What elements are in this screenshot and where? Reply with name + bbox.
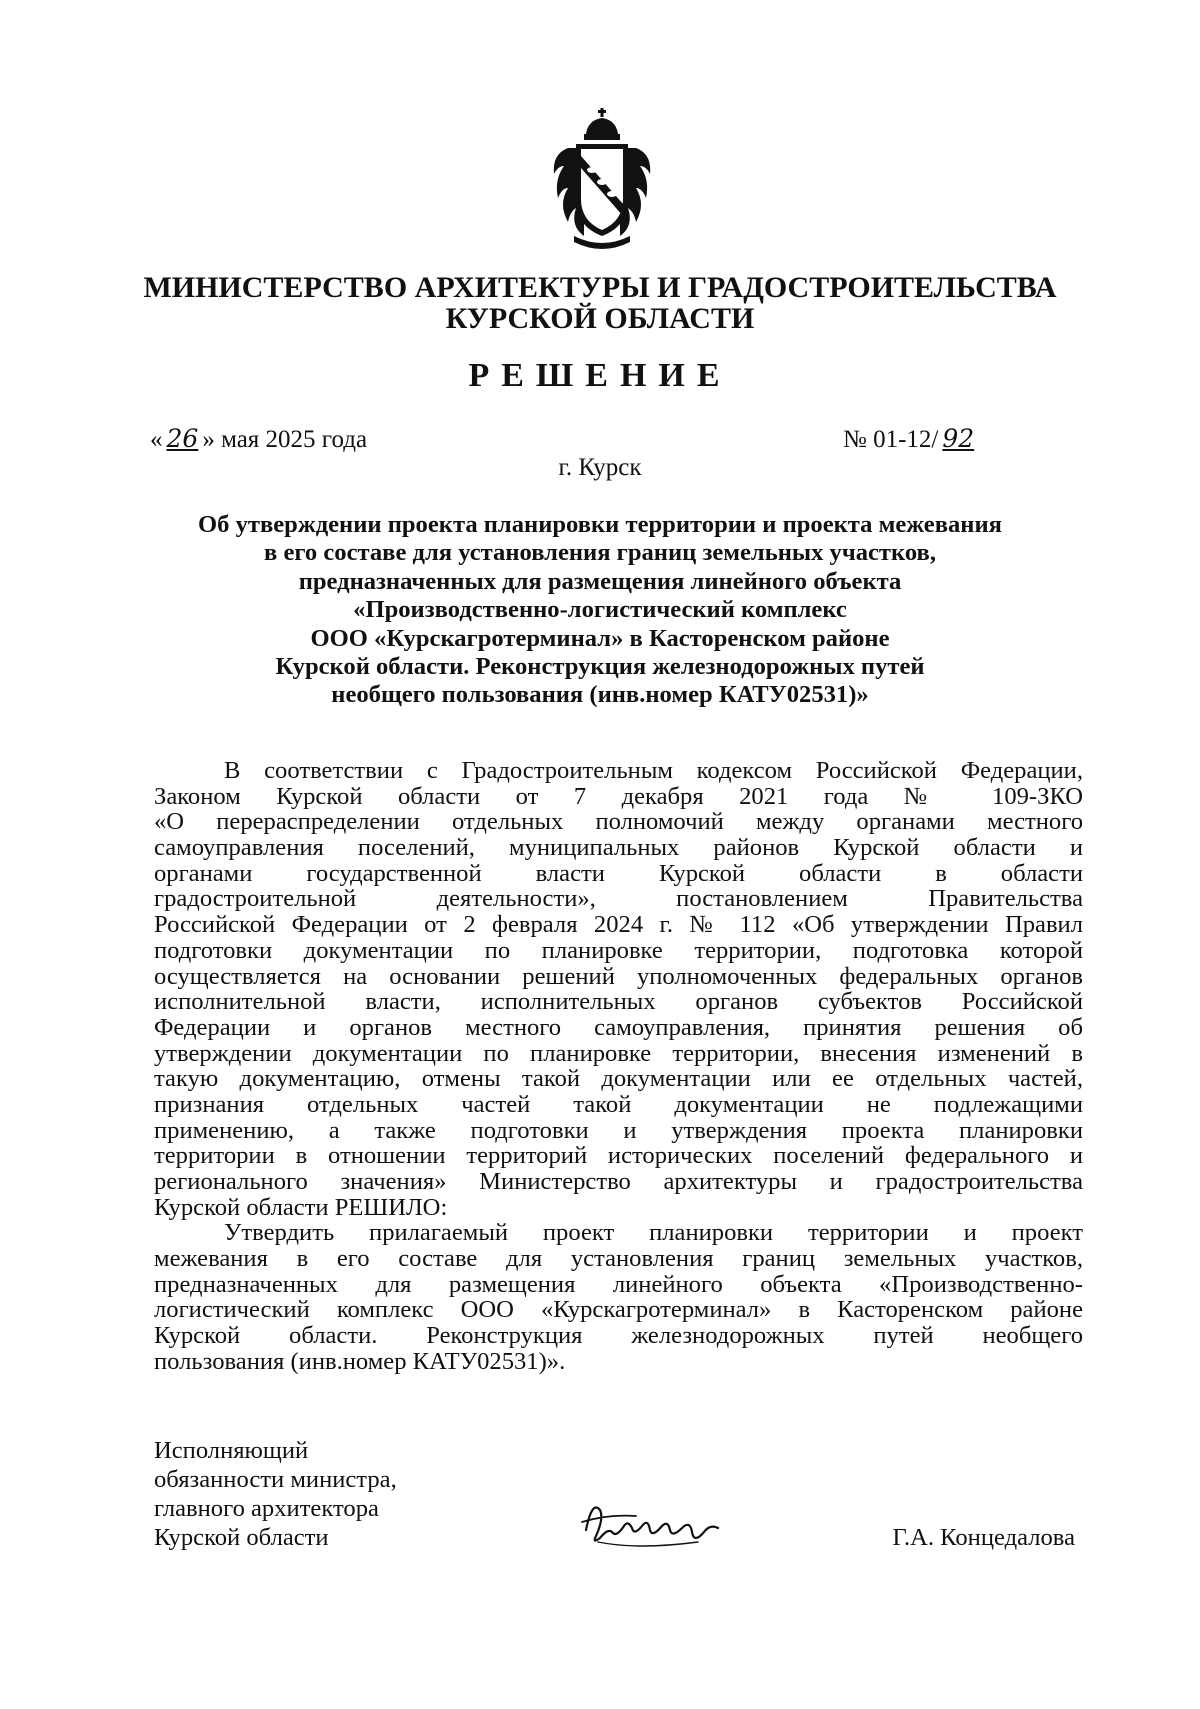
body-line: «О перераспределении отдельных полномочий между органами местного	[154, 808, 1083, 836]
number-handwritten: 92	[942, 424, 975, 453]
decision-date	[150, 424, 367, 454]
title-line: ООО «Курскагротерминал» в Касторенском районе	[310, 624, 890, 652]
body-line: применению, а также подготовки и утверждения проекта планировки	[154, 1116, 1083, 1144]
document-type-heading: РЕШЕНИЕ	[468, 357, 732, 394]
decision-number	[843, 424, 984, 454]
body-line: пользования (инв.номер КАТУ02531)».	[154, 1347, 566, 1375]
body-line: такую документацию, отмены такой документации или ее отдельных частей,	[154, 1065, 1083, 1093]
body-line: подготовки документации по планировке территории, подготовка которой	[154, 936, 1083, 964]
body-line: Курской области. Реконструкция железнодорожных путей необщего	[154, 1322, 1083, 1350]
document-title	[140, 511, 1060, 710]
title-line: в его составе для установления границ земельных участков,	[264, 539, 936, 567]
body-line: органами государственной власти Курской области в области	[154, 859, 1083, 887]
coat-of-arms-emblem	[546, 108, 658, 258]
body-line: межевания в его составе для установления границ земельных участков,	[154, 1245, 1083, 1273]
date-day-handwritten: 26	[166, 424, 199, 453]
body-line: В соответствии с Градостроительным кодексом Российской Федерации,	[224, 757, 1083, 784]
body-line: Утвердить прилагаемый проект планировки территории и проект	[224, 1219, 1083, 1247]
body-line: осуществляется на основании решений уполномоченных федеральных органов	[154, 962, 1083, 990]
body-line: территории в отношении территорий исторических поселений федерального и	[154, 1142, 1083, 1170]
title-line: Об утверждении проекта планировки территории и проекта межевания	[198, 511, 1002, 538]
signatory-position	[154, 1436, 397, 1552]
number-prefix: № 01-12/	[843, 426, 939, 453]
body-line: утверждении документации по планировке территории, внесения изменений в	[154, 1039, 1083, 1067]
body-line: Российской Федерации от 2 февраля 2024 г. № 112 «Об утверждении Правил	[154, 911, 1083, 939]
signatory-name: Г.А. Концедалова	[892, 1524, 1075, 1551]
body-line: регионального значения» Министерство архитектуры и градостроительства	[154, 1168, 1083, 1195]
body-line: Курской области РЕШИЛО:	[154, 1193, 448, 1221]
date-open-quote: «	[150, 426, 163, 453]
ministry-name-line-2: КУРСКОЙ ОБЛАСТИ	[445, 302, 755, 335]
signatory-position-line: главного архитектора	[154, 1495, 379, 1522]
decision-body	[154, 758, 1083, 1375]
body-line: градостроительной деятельности», постановлением Правительства	[154, 885, 1083, 913]
handwritten-signature	[578, 1492, 728, 1552]
body-line: логистический комплекс ООО «Курскагротерминал» в Касторенском районе	[154, 1296, 1083, 1324]
body-line: Федерации и органов местного самоуправления, принятия решения об	[154, 1013, 1083, 1041]
title-line: Курской области. Реконструкция железнодорожных путей	[275, 653, 925, 681]
signatory-position-line: Курской области	[154, 1524, 329, 1551]
signatory-position-line: обязанности министра,	[154, 1466, 397, 1493]
title-line: предназначенных для размещения линейного объекта	[298, 567, 902, 595]
ministry-name-line-1: МИНИСТЕРСТВО АРХИТЕКТУРЫ И ГРАДОСТРОИТЕЛЬСТВА	[143, 271, 1057, 304]
body-line: предназначенных для размещения линейного объекта «Производственно-	[154, 1270, 1083, 1298]
title-line: необщего пользования (инв.номер КАТУ02531)»	[331, 681, 869, 709]
body-line: исполнительной власти, исполнительных органов субъектов Российской	[154, 988, 1083, 1016]
signatory-position-line: Исполняющий	[154, 1437, 309, 1464]
date-month-year: » мая 2025 года	[202, 426, 368, 453]
body-line: Законом Курской области от 7 декабря 2021 года № 109-ЗКО	[154, 782, 1083, 810]
body-line: самоуправления поселений, муниципальных районов Курской области и	[154, 834, 1083, 862]
city: г. Курск	[558, 454, 642, 481]
title-line: «Производственно-логистический комплекс	[353, 596, 847, 624]
body-line: признания отдельных частей такой документации не подлежащими	[154, 1090, 1083, 1118]
